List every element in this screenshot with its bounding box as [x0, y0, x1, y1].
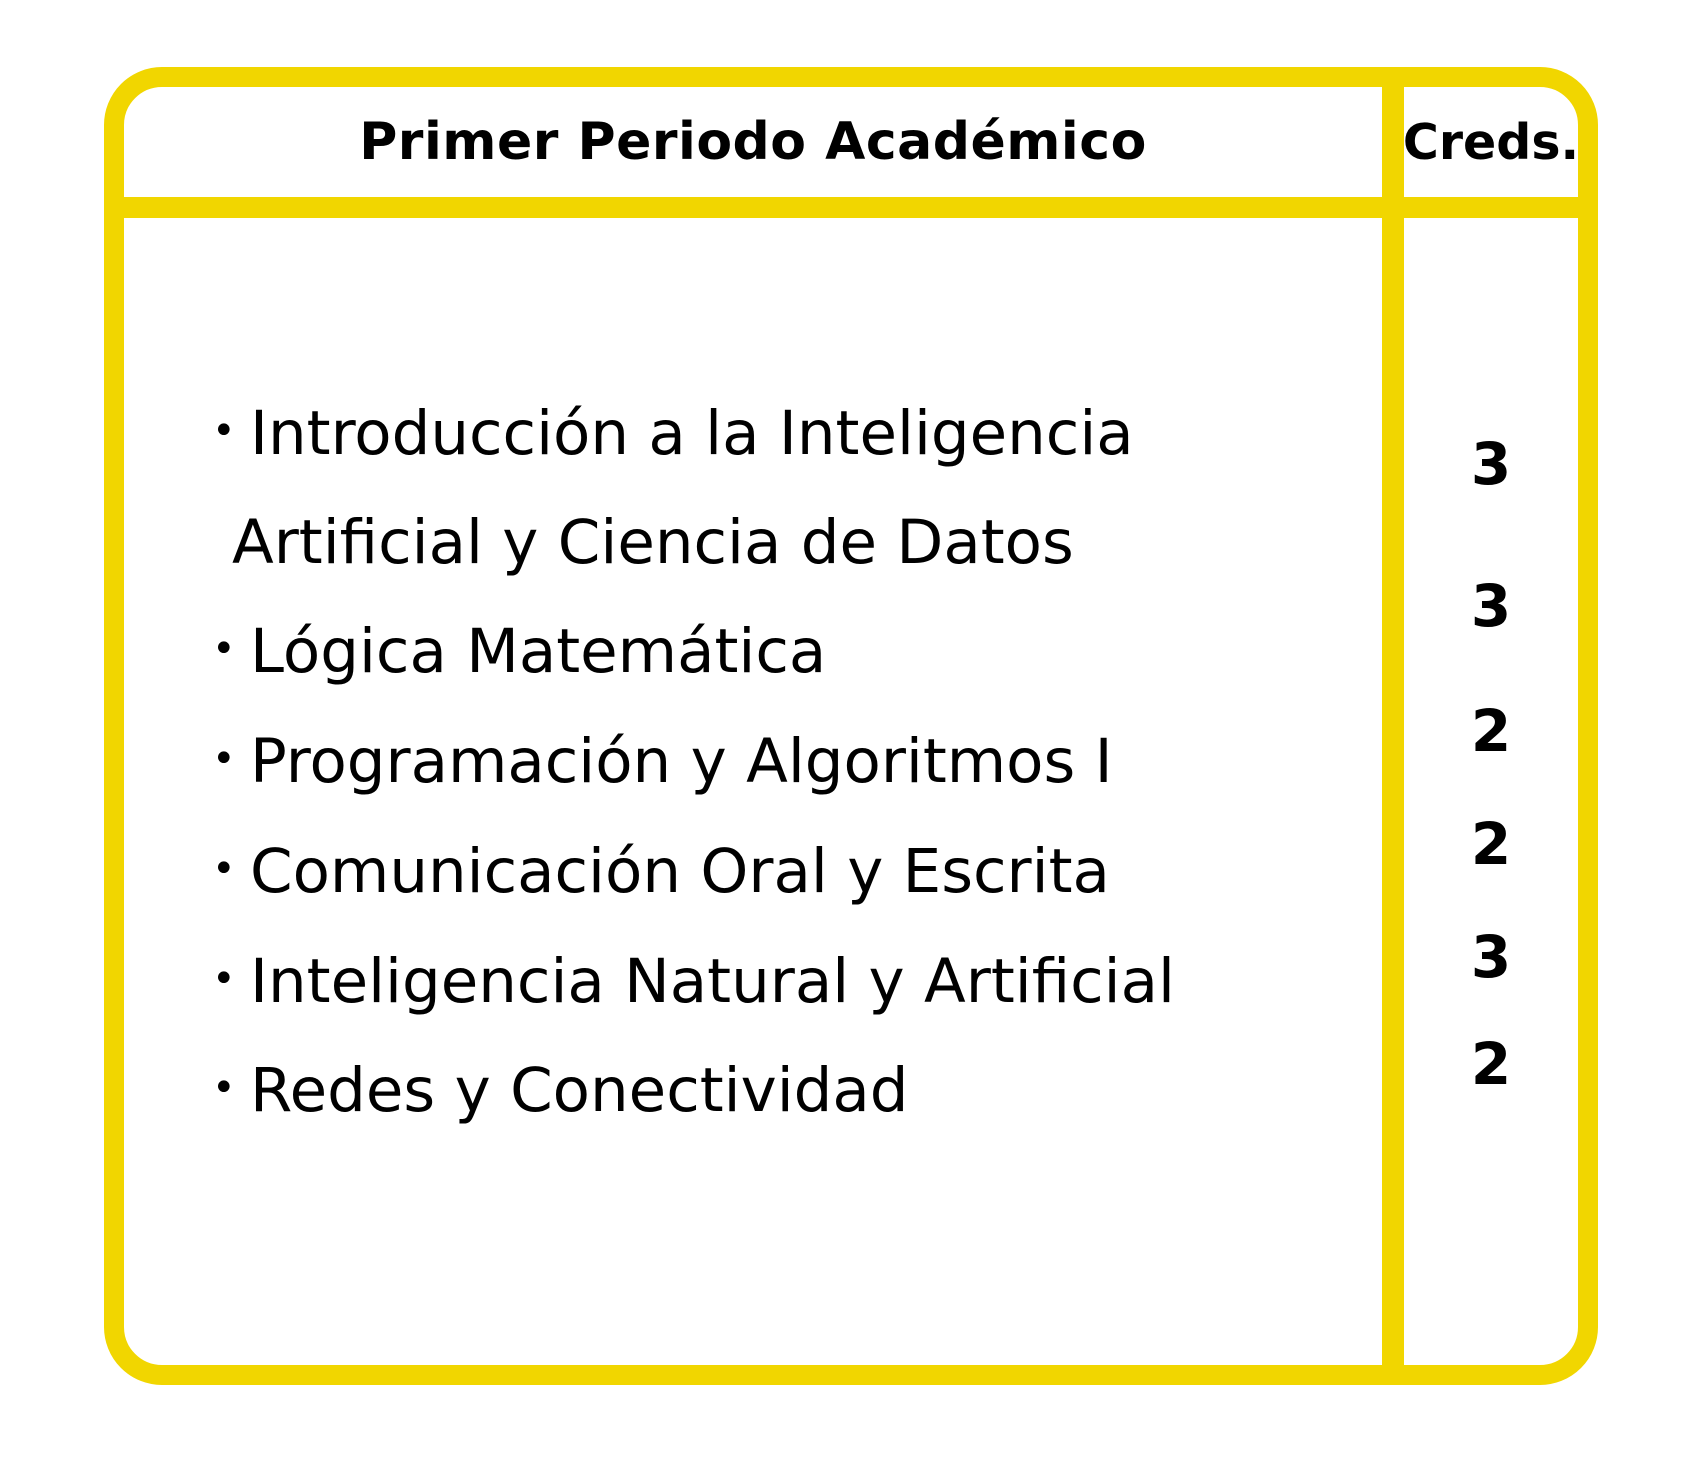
course-item	[212, 946, 1175, 1017]
bullet-icon: •	[212, 736, 236, 783]
bullet-icon: •	[212, 1065, 236, 1112]
course-item-continuation	[232, 507, 1074, 578]
course-name: Introducción a la Inteligencia	[250, 398, 1134, 469]
period-title: Primer Periodo Académico	[359, 112, 1147, 172]
course-credits: 2	[1470, 697, 1512, 765]
course-credits: 2	[1470, 1030, 1512, 1098]
column-divider	[1382, 67, 1404, 1385]
course-name: Programación y Algoritmos I	[250, 726, 1113, 797]
bullet-icon: •	[212, 408, 236, 455]
bullet-icon: •	[212, 846, 236, 893]
course-item	[212, 836, 1110, 907]
course-credits: 3	[1470, 923, 1512, 991]
course-item	[212, 398, 1134, 469]
course-credits: 3	[1470, 430, 1512, 498]
course-name-line-2: Artificial y Ciencia de Datos	[232, 507, 1074, 578]
course-name: Redes y Conectividad	[250, 1055, 909, 1126]
course-item	[212, 1055, 909, 1126]
course-name: Lógica Matemática	[250, 616, 827, 687]
credits-column-header: Creds.	[1402, 113, 1580, 171]
course-name: Inteligencia Natural y Artificial	[250, 946, 1175, 1017]
course-credits: 2	[1470, 810, 1512, 878]
course-item	[212, 726, 1113, 797]
bullet-icon: •	[212, 956, 236, 1003]
header-divider	[104, 197, 1598, 218]
course-name: Comunicación Oral y Escrita	[250, 836, 1110, 907]
course-credits: 3	[1470, 572, 1512, 640]
course-item	[212, 616, 827, 687]
bullet-icon: •	[212, 626, 236, 673]
